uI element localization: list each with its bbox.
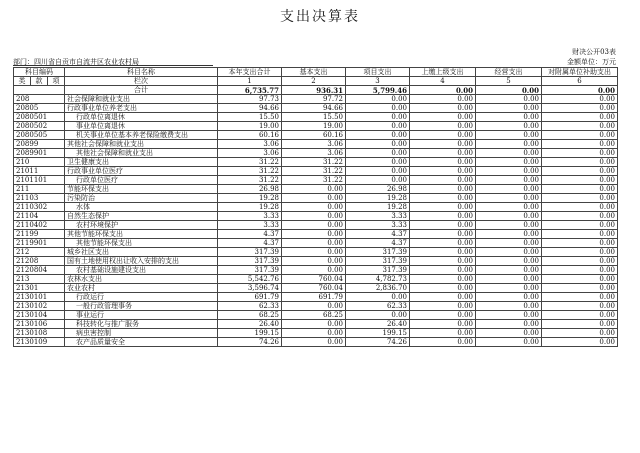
- amount-cell: 0.00: [410, 320, 476, 329]
- amount-cell: 0.00: [282, 302, 346, 311]
- report-title: 支出决算表: [280, 9, 360, 25]
- amount-cell: 0.00: [476, 167, 542, 176]
- amount-cell: 0.00: [410, 284, 476, 293]
- amount-cell: 4.37: [218, 239, 282, 248]
- amount-cell: 0.00: [476, 275, 542, 284]
- amount-cell: 0.00: [476, 149, 542, 158]
- amount-cell: 0.00: [476, 131, 542, 140]
- amount-cell: 5,542.76: [218, 275, 282, 284]
- subject-name: 城乡社区支出: [65, 248, 218, 257]
- amount-cell: 691.79: [218, 293, 282, 302]
- amount-cell: 0.00: [542, 203, 618, 212]
- amount-cell: 0.00: [476, 329, 542, 338]
- amount-cell: 68.25: [282, 311, 346, 320]
- amount-cell: 0.00: [410, 113, 476, 122]
- amount-cell: 19.00: [282, 122, 346, 131]
- amount-cell: 74.26: [346, 338, 410, 347]
- amount-cell: 0.00: [282, 221, 346, 230]
- amount-cell: 3.33: [346, 212, 410, 221]
- amount-cell: 0.00: [476, 122, 542, 131]
- subject-code: 2130106: [14, 320, 65, 329]
- amount-cell: 4,782.73: [346, 275, 410, 284]
- subject-name: 其他社会保障和就业支出: [65, 149, 218, 158]
- col-index: 2: [282, 77, 346, 86]
- table-row: [14, 275, 618, 284]
- amount-cell: 0.00: [410, 329, 476, 338]
- subject-code: 212: [14, 248, 65, 257]
- amount-cell: 26.40: [218, 320, 282, 329]
- total-value: 936.31: [282, 86, 346, 95]
- col-index: 5: [476, 77, 542, 86]
- amount-cell: 317.39: [346, 266, 410, 275]
- amount-cell: 0.00: [410, 167, 476, 176]
- subject-code: 21103: [14, 194, 65, 203]
- subject-name: 事业单位离退休: [65, 122, 218, 131]
- amount-cell: 0.00: [542, 248, 618, 257]
- table-row: [14, 140, 618, 149]
- department-label: 部门：四川省自贡市自流井区农业农村局: [13, 58, 139, 66]
- subject-code: 2101101: [14, 176, 65, 185]
- subject-code: 2130108: [14, 329, 65, 338]
- subject-name: 机关事业单位基本养老保险缴费支出: [65, 131, 218, 140]
- amount-cell: 0.00: [542, 302, 618, 311]
- amount-cell: 19.28: [346, 194, 410, 203]
- amount-cell: 62.33: [346, 302, 410, 311]
- amount-cell: 0.00: [542, 167, 618, 176]
- amount-cell: 0.00: [410, 230, 476, 239]
- amount-cell: 0.00: [476, 239, 542, 248]
- amount-cell: 26.40: [346, 320, 410, 329]
- amount-cell: 0.00: [410, 149, 476, 158]
- amount-cell: 0.00: [410, 176, 476, 185]
- amount-cell: 0.00: [410, 140, 476, 149]
- subject-name: 病虫害控制: [65, 329, 218, 338]
- business-header: 经营支出: [476, 68, 542, 77]
- subject-name: 行政单位医疗: [65, 176, 218, 185]
- amount-cell: 0.00: [346, 311, 410, 320]
- amount-cell: 691.79: [282, 293, 346, 302]
- subject-name: 农产品质量安全: [65, 338, 218, 347]
- total-row: [14, 86, 618, 95]
- amount-cell: 31.22: [218, 158, 282, 167]
- amount-cell: 317.39: [346, 248, 410, 257]
- subject-name: 污染防治: [65, 194, 218, 203]
- subject-code: 2080505: [14, 131, 65, 140]
- amount-cell: 0.00: [476, 185, 542, 194]
- subject-code: 21104: [14, 212, 65, 221]
- amount-cell: 0.00: [282, 257, 346, 266]
- table-row: [14, 221, 618, 230]
- amount-cell: 3.06: [282, 149, 346, 158]
- amount-cell: 0.00: [410, 257, 476, 266]
- amount-cell: 3.33: [346, 221, 410, 230]
- subject-name: 行政运行: [65, 293, 218, 302]
- amount-cell: 0.00: [476, 293, 542, 302]
- amount-cell: 3.33: [218, 221, 282, 230]
- amount-cell: 317.39: [218, 248, 282, 257]
- amount-cell: 0.00: [282, 230, 346, 239]
- subject-name: 其他社会保障和就业支出: [65, 140, 218, 149]
- subject-name: 农村基础设施建设支出: [65, 266, 218, 275]
- amount-cell: 3.06: [218, 140, 282, 149]
- amount-cell: 0.00: [542, 311, 618, 320]
- subject-code: 21011: [14, 167, 65, 176]
- amount-cell: 0.00: [346, 140, 410, 149]
- lanci-label: 栏次: [65, 77, 218, 86]
- amount-cell: 0.00: [410, 311, 476, 320]
- project-header: 项目支出: [346, 68, 410, 77]
- amount-cell: 0.00: [282, 266, 346, 275]
- subject-code: 20899: [14, 140, 65, 149]
- subject-code: 210: [14, 158, 65, 167]
- table-row: [14, 329, 618, 338]
- amount-cell: 19.28: [218, 203, 282, 212]
- table-row: [14, 248, 618, 257]
- amount-cell: 0.00: [542, 104, 618, 113]
- amount-cell: 0.00: [542, 284, 618, 293]
- table-row: [14, 131, 618, 140]
- col-index: 6: [542, 77, 618, 86]
- code-header: 科目编码: [14, 68, 65, 77]
- amount-cell: 0.00: [542, 320, 618, 329]
- amount-cell: 0.00: [346, 176, 410, 185]
- total-code-cell: [14, 86, 65, 95]
- amount-cell: 26.98: [346, 185, 410, 194]
- amount-cell: 0.00: [410, 275, 476, 284]
- amount-cell: 0.00: [410, 104, 476, 113]
- subject-code: 2130104: [14, 311, 65, 320]
- amount-cell: 4.37: [346, 239, 410, 248]
- amount-unit-label: 金额单位：万元: [567, 58, 616, 66]
- name-header: 科目名称: [65, 68, 218, 77]
- amount-cell: 97.72: [282, 95, 346, 104]
- amount-cell: 0.00: [476, 113, 542, 122]
- table-row: [14, 185, 618, 194]
- lei-header: 类: [14, 77, 31, 86]
- subject-name: 一般行政管理事务: [65, 302, 218, 311]
- header-row: [14, 68, 618, 77]
- amount-cell: 199.15: [346, 329, 410, 338]
- amount-cell: 0.00: [282, 194, 346, 203]
- amount-cell: 0.00: [476, 302, 542, 311]
- amount-cell: 0.00: [476, 212, 542, 221]
- amount-cell: 0.00: [542, 293, 618, 302]
- amount-cell: 0.00: [410, 131, 476, 140]
- amount-cell: 74.26: [218, 338, 282, 347]
- amount-cell: 0.00: [476, 221, 542, 230]
- amount-cell: 4.37: [218, 230, 282, 239]
- amount-cell: 0.00: [476, 95, 542, 104]
- amount-cell: 3,596.74: [218, 284, 282, 293]
- form-number: 财决公开03表: [572, 48, 616, 56]
- amount-cell: 0.00: [282, 338, 346, 347]
- amount-cell: 317.39: [218, 257, 282, 266]
- amount-cell: 0.00: [542, 275, 618, 284]
- table-row: [14, 158, 618, 167]
- table-row: [14, 338, 618, 347]
- amount-cell: 94.66: [282, 104, 346, 113]
- total-label: 合计: [65, 86, 218, 95]
- amount-cell: 0.00: [410, 248, 476, 257]
- amount-cell: 0.00: [346, 104, 410, 113]
- subject-name: 节能环保支出: [65, 185, 218, 194]
- amount-cell: 760.04: [282, 284, 346, 293]
- amount-cell: 0.00: [282, 320, 346, 329]
- expenditure-table: [13, 67, 618, 347]
- subject-code: 21208: [14, 257, 65, 266]
- amount-cell: 97.73: [218, 95, 282, 104]
- table-row: [14, 266, 618, 275]
- total-header: 本年支出合计: [218, 68, 282, 77]
- subject-code: 213: [14, 275, 65, 284]
- amount-cell: 0.00: [476, 311, 542, 320]
- subject-code: 2120804: [14, 266, 65, 275]
- subject-code: 21199: [14, 230, 65, 239]
- amount-cell: 31.22: [282, 158, 346, 167]
- amount-cell: 68.25: [218, 311, 282, 320]
- amount-cell: 0.00: [410, 212, 476, 221]
- amount-cell: 0.00: [476, 194, 542, 203]
- subject-name: 自然生态保护: [65, 212, 218, 221]
- subject-name: 卫生健康支出: [65, 158, 218, 167]
- amount-cell: 0.00: [346, 167, 410, 176]
- amount-cell: 0.00: [542, 149, 618, 158]
- amount-cell: 0.00: [410, 266, 476, 275]
- amount-cell: 0.00: [476, 266, 542, 275]
- amount-cell: 0.00: [476, 248, 542, 257]
- amount-cell: 0.00: [282, 185, 346, 194]
- amount-cell: 0.00: [476, 176, 542, 185]
- amount-cell: 0.00: [410, 221, 476, 230]
- amount-cell: 0.00: [410, 122, 476, 131]
- amount-cell: 0.00: [542, 329, 618, 338]
- amount-cell: 0.00: [282, 248, 346, 257]
- amount-cell: 0.00: [542, 158, 618, 167]
- table-body: [14, 68, 618, 347]
- table-row: [14, 113, 618, 122]
- subject-code: 21301: [14, 284, 65, 293]
- amount-cell: 0.00: [542, 266, 618, 275]
- amount-cell: 3.06: [282, 140, 346, 149]
- amount-cell: 0.00: [476, 158, 542, 167]
- table-row: [14, 302, 618, 311]
- amount-cell: 19.00: [218, 122, 282, 131]
- table-row: [14, 230, 618, 239]
- subsidy-header: 对附属单位补助支出: [542, 68, 618, 77]
- total-value: 0.00: [542, 86, 618, 95]
- amount-cell: 0.00: [410, 95, 476, 104]
- amount-cell: 0.00: [410, 185, 476, 194]
- amount-cell: 3.06: [218, 149, 282, 158]
- amount-cell: 0.00: [346, 95, 410, 104]
- total-value: 5,799.46: [346, 86, 410, 95]
- amount-cell: 0.00: [410, 194, 476, 203]
- table-row: [14, 293, 618, 302]
- subject-name: 其他节能环保支出: [65, 239, 218, 248]
- amount-cell: 19.28: [218, 194, 282, 203]
- subject-code: 2080501: [14, 113, 65, 122]
- amount-cell: 0.00: [542, 95, 618, 104]
- amount-cell: 0.00: [410, 302, 476, 311]
- col-index: 4: [410, 77, 476, 86]
- amount-cell: 15.50: [282, 113, 346, 122]
- amount-cell: 0.00: [542, 131, 618, 140]
- subject-name: 农村环境保护: [65, 221, 218, 230]
- table-row: [14, 167, 618, 176]
- amount-cell: 0.00: [410, 158, 476, 167]
- amount-cell: 0.00: [542, 257, 618, 266]
- table-row: [14, 95, 618, 104]
- amount-cell: 0.00: [410, 293, 476, 302]
- amount-cell: 0.00: [476, 104, 542, 113]
- amount-cell: 0.00: [282, 203, 346, 212]
- subject-code: 208: [14, 95, 65, 104]
- amount-cell: 317.39: [218, 266, 282, 275]
- amount-cell: 31.22: [218, 176, 282, 185]
- subject-code: 2089901: [14, 149, 65, 158]
- col-index: 3: [346, 77, 410, 86]
- subject-name: 农林水支出: [65, 275, 218, 284]
- total-value: 6,735.77: [218, 86, 282, 95]
- subject-code: 2080502: [14, 122, 65, 131]
- subject-code: 2119901: [14, 239, 65, 248]
- amount-cell: 199.15: [218, 329, 282, 338]
- amount-cell: 4.37: [346, 230, 410, 239]
- amount-cell: 0.00: [346, 113, 410, 122]
- subject-code: 2130101: [14, 293, 65, 302]
- amount-cell: 31.22: [282, 167, 346, 176]
- amount-cell: 94.66: [218, 104, 282, 113]
- amount-cell: 31.22: [282, 176, 346, 185]
- amount-cell: 0.00: [346, 149, 410, 158]
- amount-cell: 0.00: [476, 257, 542, 266]
- table-row: [14, 122, 618, 131]
- amount-cell: 0.00: [476, 203, 542, 212]
- subject-name: 社会保障和就业支出: [65, 95, 218, 104]
- subject-code: 2110402: [14, 221, 65, 230]
- amount-cell: 60.16: [282, 131, 346, 140]
- table-row: [14, 212, 618, 221]
- subject-name: 事业运行: [65, 311, 218, 320]
- amount-cell: 0.00: [542, 230, 618, 239]
- subject-name: 科技转化与推广服务: [65, 320, 218, 329]
- amount-cell: 0.00: [346, 122, 410, 131]
- amount-cell: 760.04: [282, 275, 346, 284]
- table-row: [14, 257, 618, 266]
- kuan-header: 款: [31, 77, 48, 86]
- amount-cell: 0.00: [542, 239, 618, 248]
- amount-cell: 26.98: [218, 185, 282, 194]
- amount-cell: 62.33: [218, 302, 282, 311]
- table-row: [14, 203, 618, 212]
- amount-cell: 0.00: [282, 239, 346, 248]
- subject-name: 水体: [65, 203, 218, 212]
- xiang-header: 项: [48, 77, 65, 86]
- amount-cell: 0.00: [476, 320, 542, 329]
- amount-cell: 0.00: [476, 230, 542, 239]
- amount-cell: 0.00: [542, 113, 618, 122]
- upper-header: 上缴上级支出: [410, 68, 476, 77]
- amount-cell: 0.00: [542, 338, 618, 347]
- amount-cell: 0.00: [476, 338, 542, 347]
- department-underline: [13, 65, 213, 66]
- amount-cell: 60.16: [218, 131, 282, 140]
- amount-cell: 0.00: [542, 122, 618, 131]
- amount-cell: 0.00: [282, 212, 346, 221]
- subject-code: 20805: [14, 104, 65, 113]
- subject-code: 2130102: [14, 302, 65, 311]
- subject-name: 农业农村: [65, 284, 218, 293]
- subject-name: 行政事业单位医疗: [65, 167, 218, 176]
- amount-cell: 0.00: [410, 239, 476, 248]
- table-row: [14, 311, 618, 320]
- subject-name: 行政事业单位养老支出: [65, 104, 218, 113]
- table-row: [14, 239, 618, 248]
- subject-name: 国有土地使用权出让收入安排的支出: [65, 257, 218, 266]
- amount-cell: 0.00: [346, 293, 410, 302]
- subject-name: 行政单位离退休: [65, 113, 218, 122]
- amount-cell: 0.00: [346, 131, 410, 140]
- total-value: 0.00: [476, 86, 542, 95]
- basic-header: 基本支出: [282, 68, 346, 77]
- col-index: 1: [218, 77, 282, 86]
- amount-cell: 0.00: [542, 212, 618, 221]
- column-index-row: [14, 77, 618, 86]
- amount-cell: 0.00: [542, 185, 618, 194]
- table-row: [14, 194, 618, 203]
- amount-cell: 2,836.70: [346, 284, 410, 293]
- amount-cell: 0.00: [542, 176, 618, 185]
- subject-code: 211: [14, 185, 65, 194]
- amount-cell: 317.39: [346, 257, 410, 266]
- amount-cell: 0.00: [410, 203, 476, 212]
- subject-name: 其他节能环保支出: [65, 230, 218, 239]
- subject-code: 2110302: [14, 203, 65, 212]
- table-row: [14, 176, 618, 185]
- amount-cell: 0.00: [542, 140, 618, 149]
- table-row: [14, 149, 618, 158]
- amount-cell: 0.00: [410, 338, 476, 347]
- amount-cell: 31.22: [218, 167, 282, 176]
- amount-cell: 0.00: [282, 329, 346, 338]
- amount-cell: 0.00: [542, 221, 618, 230]
- amount-cell: 15.50: [218, 113, 282, 122]
- subject-code: 2130109: [14, 338, 65, 347]
- table-row: [14, 104, 618, 113]
- amount-cell: 3.33: [218, 212, 282, 221]
- amount-cell: 0.00: [476, 140, 542, 149]
- amount-cell: 0.00: [542, 194, 618, 203]
- amount-cell: 0.00: [476, 284, 542, 293]
- table-row: [14, 320, 618, 329]
- amount-cell: 19.28: [346, 203, 410, 212]
- total-value: 0.00: [410, 86, 476, 95]
- amount-cell: 0.00: [346, 158, 410, 167]
- table-row: [14, 284, 618, 293]
